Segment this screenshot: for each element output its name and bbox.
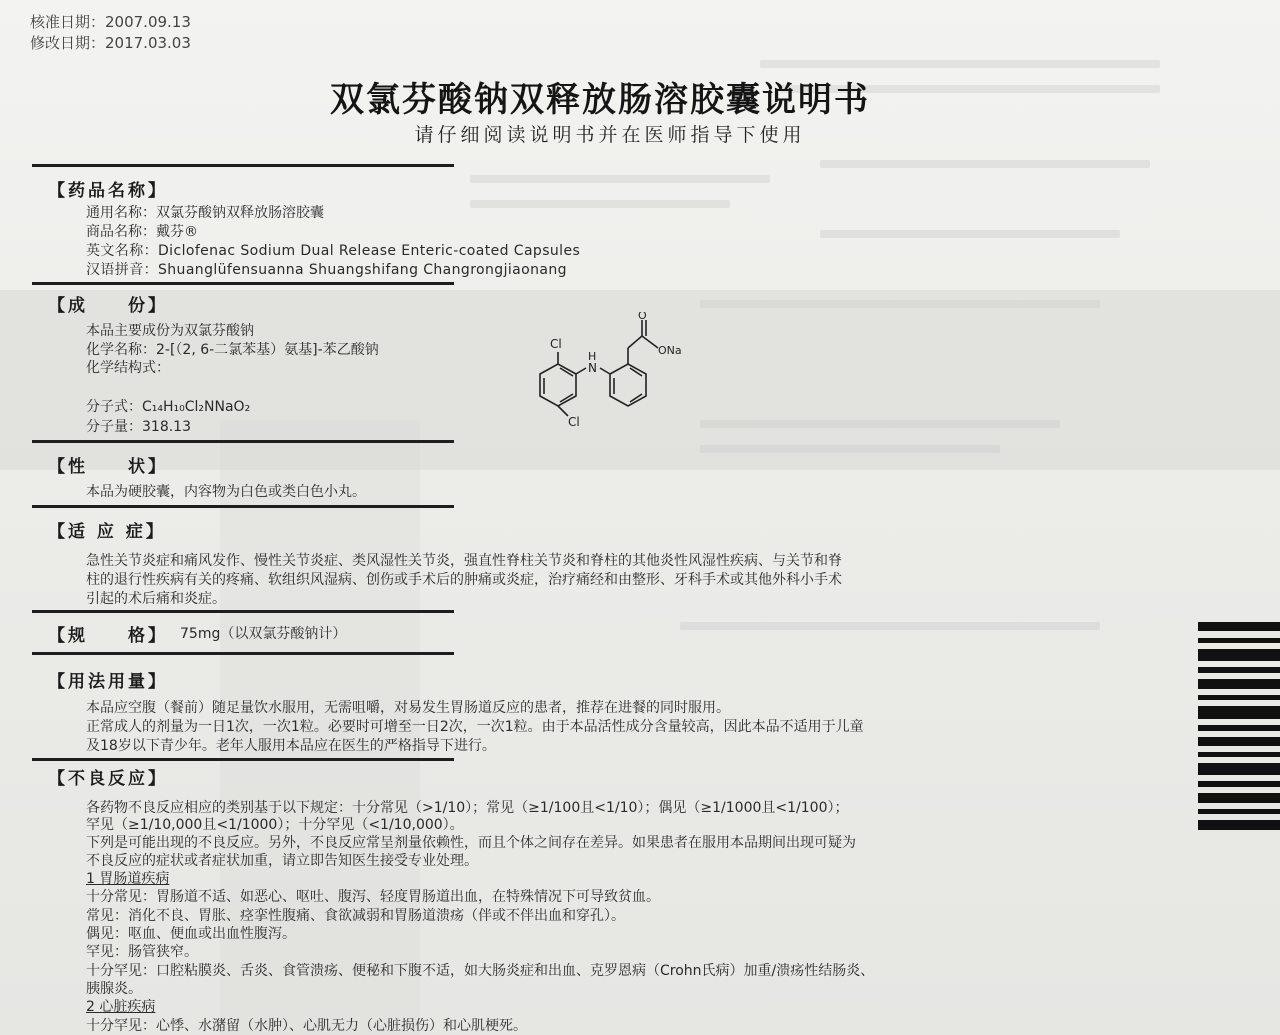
chlorine-label-bottom: Cl — [568, 415, 580, 429]
bleed-through-text — [820, 230, 1120, 238]
main-ingredient: 本品主要成份为双氯芬酸钠 — [86, 323, 254, 339]
bleed-through-text — [470, 200, 730, 208]
dosage-line-3: 及18岁以下青少年。老年人服用本品应在医生的严格指导下进行。 — [86, 738, 496, 754]
bleed-through-text — [470, 175, 770, 183]
adverse-line-2: 罕见（≥1/10,000且<1/1000）；十分罕见（<1/10,000）。 — [86, 817, 464, 833]
document-title: 双氯芬酸钠双释放肠溶胶囊说明书 — [330, 80, 870, 120]
section-rule — [32, 610, 454, 613]
adverse-line-7: 常见：消化不良、胃胀、痉挛性腹痛、食欲减弱和胃肠道溃疡（伴或不伴出血和穿孔）。 — [86, 908, 625, 924]
appearance-text: 本品为硬胶囊，内容物为白色或类白色小丸。 — [86, 484, 366, 500]
bleed-through-text — [820, 160, 1150, 168]
dosage-line-1: 本品应空腹（餐前）随足量饮水服用，无需咀嚼，对易发生胃肠道反应的患者，推荐在进餐的同时服用。 — [86, 700, 730, 716]
adverse-line-13: 十分罕见：心悸、水潴留（水肿）、心肌无力（心脏损伤）和心肌梗死。 — [86, 1018, 527, 1034]
adverse-line-6: 十分常见：胃肠道不适、如恶心、呕吐、腹泻、轻度胃肠道出血，在特殊情况下可导致贫血。 — [86, 889, 660, 905]
document-subtitle: 请仔细阅读说明书并在医师指导下使用 — [414, 124, 806, 146]
oxygen-label: O — [638, 312, 647, 322]
molecular-formula: 分子式：C₁₄H₁₀Cl₂NNaO₂ — [86, 399, 251, 415]
phenyl-ring — [610, 364, 646, 406]
indications-line-1: 急性关节炎症和痛风发作、慢性关节炎症、类风湿性关节炎，强直性脊柱关节炎和脊柱的其他炎性风湿性疾病、与关节和脊 — [86, 553, 842, 569]
section-heading-adverse-reactions: 【不良反应】 — [48, 769, 168, 789]
bleed-through-text — [700, 300, 1100, 308]
section-heading-composition: 【成 份】 — [48, 296, 168, 316]
nitrogen-label: N — [588, 361, 597, 375]
indications-line-3: 引起的术后痛和炎症。 — [86, 591, 226, 607]
molecular-weight: 分子量：318.13 — [86, 419, 191, 435]
dichlorophenyl-ring — [540, 364, 576, 406]
section-heading-drug-name: 【药品名称】 — [48, 181, 168, 201]
adverse-line-11: 胰腺炎。 — [86, 981, 142, 997]
trade-name: 商品名称：戴芬® — [86, 224, 198, 240]
dosage-line-2: 正常成人的剂量为一日1次，一次1粒。必要时可增至一日2次，一次1粒。由于本品活性成分含量较高，因此本品不适用于儿童 — [86, 719, 864, 735]
indications-line-2: 柱的退行性疾病有关的疼痛、软组织风湿病、创伤或手术后的肿痛或炎症，治疗痛经和由整形、牙科手术或其他外科小手术 — [86, 572, 842, 588]
bleed-through-text — [760, 60, 1160, 68]
document-dates — [30, 12, 191, 54]
adverse-line-10: 十分罕见：口腔粘膜炎、舌炎、食管溃疡、便秘和下腹不适，如大肠炎症和出血、克罗恩病（Crohn氏病）加重/溃疡性结肠炎、 — [86, 963, 875, 979]
bleed-through-text — [700, 420, 1060, 428]
adverse-subheading-cardiac: 2 心脏疾病 — [86, 999, 156, 1015]
section-heading-indications: 【适 应 症】 — [48, 522, 166, 542]
section-rule — [32, 440, 454, 443]
adverse-subheading-gi: 1 胃肠道疾病 — [86, 871, 170, 887]
specification-text: 75mg（以双氯芬酸钠计） — [180, 626, 347, 642]
structure-label: 化学结构式： — [86, 360, 170, 376]
section-heading-appearance: 【性 状】 — [48, 457, 168, 477]
chemical-structure-diagram — [510, 312, 700, 437]
english-name: 英文名称：Diclofenac Sodium Dual Release Enteric-coated Capsules — [86, 243, 581, 259]
section-heading-specification: 【规 格】 — [48, 626, 168, 646]
adverse-line-4: 不良反应的症状或者症状加重，请立即告知医生接受专业处理。 — [86, 853, 478, 869]
sodium-oxide-label: ONa — [658, 344, 682, 357]
bleed-through-text — [700, 445, 1000, 453]
barcode-strip — [1198, 622, 1280, 832]
chemical-name: 化学名称：2-[（2, 6-二氯苯基）氨基]-苯乙酸钠 — [86, 342, 379, 358]
pinyin-name: 汉语拼音：Shuanglüfensuanna Shuangshifang Changrongjiaonang — [86, 262, 567, 278]
hydrogen-label: H — [588, 350, 597, 363]
adverse-line-3: 下列是可能出现的不良反应。另外，不良反应常呈剂量依赖性，而且个体之间存在差异。如果患者在服用本品期间出现可疑为 — [86, 835, 856, 851]
section-heading-dosage: 【用法用量】 — [48, 672, 168, 692]
approval-date: 核准日期：2007.09.13 — [30, 13, 191, 31]
section-rule — [32, 164, 454, 167]
adverse-line-8: 偶见：呕血、便血或出血性腹泻。 — [86, 926, 296, 942]
revision-date: 修改日期：2017.03.03 — [30, 34, 191, 52]
section-rule — [32, 652, 454, 655]
adverse-line-1: 各药物不良反应相应的类别基于以下规定：十分常见（>1/10）；常见（≥1/100且<1/10）；偶见（≥1/1000且<1/100）； — [86, 800, 849, 816]
generic-name: 通用名称：双氯芬酸钠双释放肠溶胶囊 — [86, 205, 324, 221]
bleed-through-text — [680, 622, 1100, 630]
section-rule — [32, 505, 454, 508]
chlorine-label-top: Cl — [550, 337, 562, 351]
adverse-line-9: 罕见：肠管狭窄。 — [86, 944, 198, 960]
section-rule — [32, 282, 454, 285]
section-rule — [32, 758, 454, 761]
